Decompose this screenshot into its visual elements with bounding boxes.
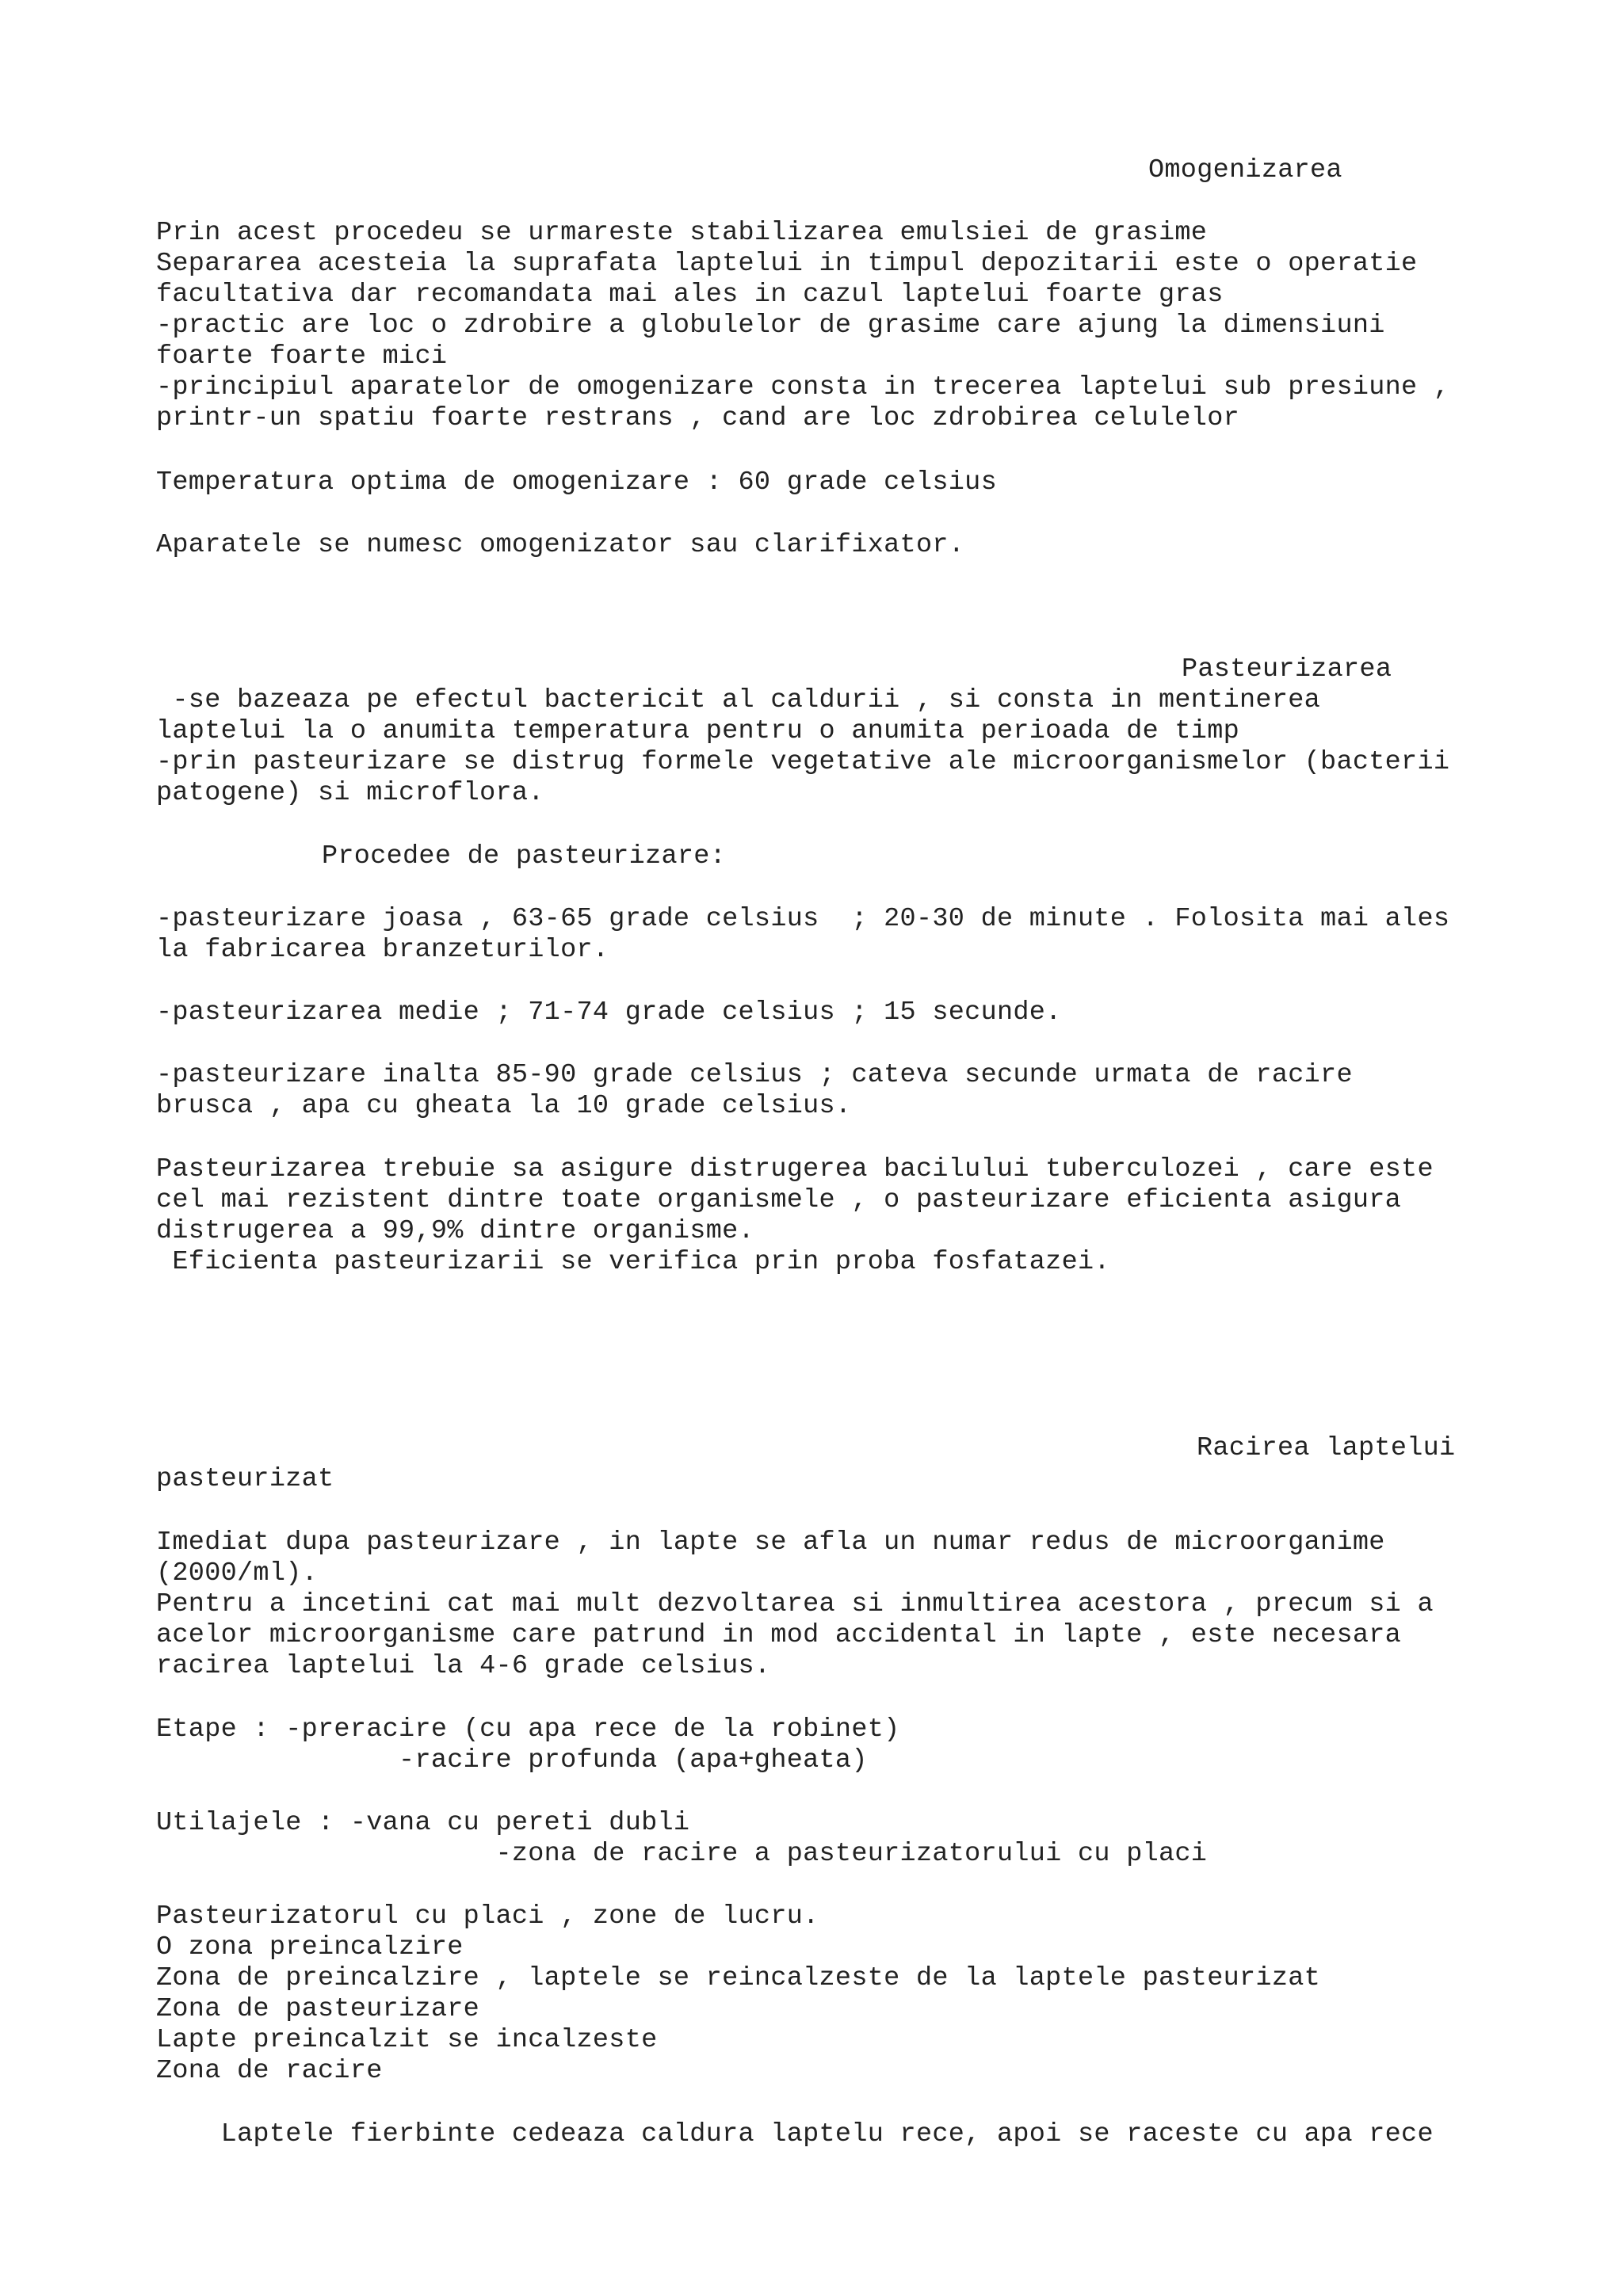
paragraph-line: Etape : -preracire (cu apa rece de la robinet) (156, 1714, 900, 1745)
paragraph-line: -zona de racire a pasteurizatorului cu placi (156, 1839, 1208, 1869)
paragraph-line: Utilajele : -vana cu pereti dubli (156, 1808, 690, 1838)
paragraph-line: Prin acest procedeu se urmareste stabilizarea emulsiei de grasime (156, 218, 1208, 248)
paragraph-line: Pasteurizatorul cu placi , zone de lucru. (156, 1901, 819, 1932)
heading-omogenizarea: Omogenizarea (1148, 155, 1342, 185)
paragraph-line: -pasteurizare joasa , 63-65 grade celsius ; 20-30 de minute . Folosita mai ales (156, 904, 1450, 934)
paragraph-line: patogene) si microflora. (156, 778, 544, 808)
heading-racirea-continued: pasteurizat (156, 1464, 334, 1494)
paragraph-line: Temperatura optima de omogenizare : 60 grade celsius (156, 467, 997, 498)
subheading-procedee: Procedee de pasteurizare: (322, 841, 727, 871)
paragraph-line: Imediat dupa pasteurizare , in lapte se afla un numar redus de microorganime (156, 1527, 1385, 1558)
paragraph-line: foarte foarte mici (156, 341, 448, 372)
paragraph-line: -practic are loc o zdrobire a globulelor de grasime care ajung la dimensiuni (156, 311, 1385, 341)
paragraph-line: Pasteurizarea trebuie sa asigure distrugerea bacilului tuberculozei , care este (156, 1154, 1434, 1184)
paragraph-line: Aparatele se numesc omogenizator sau clarifixator. (156, 530, 965, 560)
paragraph-line: printr-un spatiu foarte restrans , cand are loc zdrobirea celulelor (156, 403, 1240, 433)
paragraph-line: Separarea acesteia la suprafata laptelui in timpul depozitarii este o operatie (156, 249, 1418, 279)
paragraph-line: Eficienta pasteurizarii se verifica prin proba fosfatazei. (156, 1247, 1110, 1277)
paragraph-line: cel mai rezistent dintre toate organismele , o pasteurizare eficienta asigura (156, 1185, 1402, 1215)
paragraph-line: -prin pasteurizare se distrug formele vegetative ale microorganismelor (bacterii (156, 747, 1450, 777)
paragraph-line: laptelui la o anumita temperatura pentru o anumita perioada de timp (156, 716, 1240, 746)
paragraph-line: Zona de pasteurizare (156, 1994, 480, 2024)
paragraph-line: Pentru a incetini cat mai mult dezvoltarea si inmultirea acestora , precum si a (156, 1589, 1434, 1619)
paragraph-line: la fabricarea branzeturilor. (156, 935, 609, 965)
paragraph-line: -pasteurizare inalta 85-90 grade celsius ; cateva secunde urmata de racire (156, 1060, 1353, 1090)
paragraph-line: Laptele fierbinte cedeaza caldura laptelu rece, apoi se raceste cu apa rece (156, 2119, 1434, 2149)
paragraph-line: -pasteurizarea medie ; 71-74 grade celsius ; 15 secunde. (156, 997, 1062, 1028)
heading-pasteurizarea: Pasteurizarea (1182, 654, 1392, 685)
heading-racirea: Racirea laptelui (1197, 1433, 1456, 1463)
paragraph-line: acelor microorganisme care patrund in mod accidental in lapte , este necesara (156, 1620, 1402, 1650)
paragraph-line: brusca , apa cu gheata la 10 grade celsius. (156, 1091, 852, 1121)
paragraph-line: (2000/ml). (156, 1558, 319, 1589)
paragraph-line: O zona preincalzire (156, 1932, 464, 1962)
paragraph-line: -principiul aparatelor de omogenizare consta in trecerea laptelui sub presiune , (156, 372, 1450, 402)
paragraph-line: -se bazeaza pe efectul bactericit al caldurii , si consta in mentinerea (156, 685, 1321, 715)
paragraph-line: racirea laptelui la 4-6 grade celsius. (156, 1651, 771, 1681)
paragraph-line: -racire profunda (apa+gheata) (156, 1745, 868, 1775)
paragraph-line: facultativa dar recomandata mai ales in cazul laptelui foarte gras (156, 280, 1224, 310)
paragraph-line: Zona de racire (156, 2056, 383, 2086)
paragraph-line: Lapte preincalzit se incalzeste (156, 2025, 658, 2055)
paragraph-line: distrugerea a 99,9% dintre organisme. (156, 1216, 754, 1246)
paragraph-line: Zona de preincalzire , laptele se reincalzeste de la laptele pasteurizat (156, 1963, 1321, 1993)
